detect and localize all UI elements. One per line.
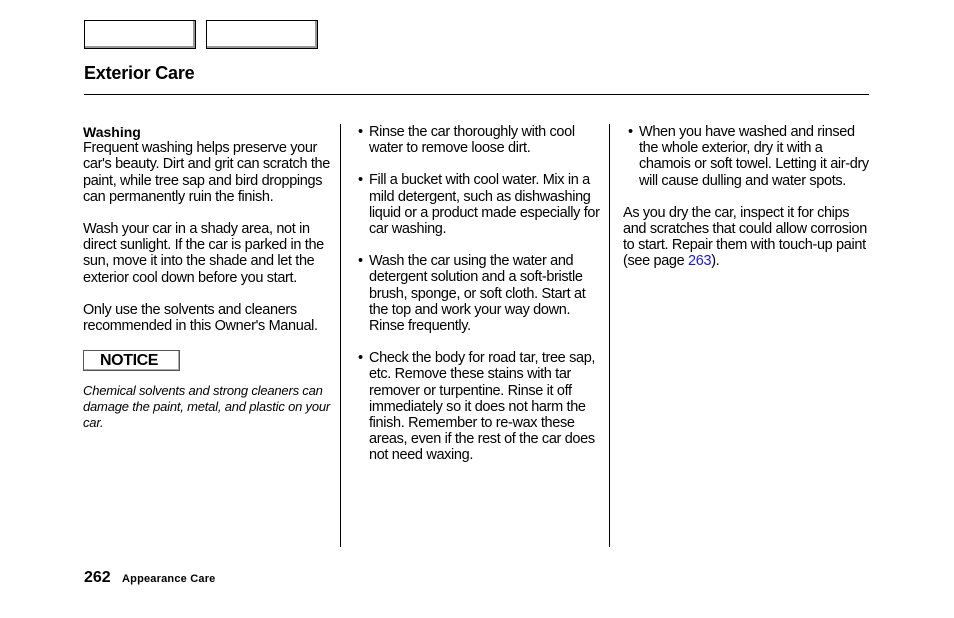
list-item-text: Wash the car using the water and detergent solution and a soft-bristle brush, sponge, or soft cloth. Start at the top and work your way down. Rinse frequently. <box>369 253 586 335</box>
column-divider <box>340 124 341 547</box>
page-reference-link[interactable]: 263 <box>688 253 712 270</box>
column-drying <box>623 124 873 286</box>
paragraph-text: As you dry the car, inspect it for chips and scratches that could allow corrosion to start. Repair them with touch-up paint (see page <box>623 204 867 270</box>
paragraph: Frequent washing helps preserve your car's beauty. Dirt and grit can scratch the paint, while tree sap and bird droppings can permanently ruin the finish. <box>83 140 330 205</box>
next-page-button[interactable] <box>206 20 318 49</box>
list-item-text: Rinse the car thoroughly with cool water to remove loose dirt. <box>369 124 575 157</box>
bullet-icon: • <box>358 350 363 367</box>
list-item-text: Check the body for road tar, tree sap, etc. Remove these stains with tar remover or turpentine. Rinse it off immediately so it does not harm the finish. Remember to re-wax these areas, even if the rest of the car does not need waxing. <box>369 350 596 464</box>
list-item <box>358 124 604 156</box>
bullet-icon: • <box>358 172 363 189</box>
bullet-icon: • <box>358 124 363 140</box>
list-item-text: When you have washed and rinsed the whole exterior, dry it with a chamois or soft towel. Letting it air-dry will cause dulling and water spots. <box>639 124 869 189</box>
paragraph: Only use the solvents and cleaners recommended in this Owner's Manual. <box>83 301 318 335</box>
list-item <box>623 124 873 189</box>
paragraph <box>623 205 873 270</box>
paragraph: Wash your car in a shady area, not in direct sunlight. If the car is parked in the sun, move it into the shade and let the exterior cool down before you start. <box>83 221 324 286</box>
list-item <box>358 253 604 334</box>
previous-page-button[interactable] <box>84 20 196 49</box>
column-washing <box>83 124 333 431</box>
paragraph-text: ). <box>711 253 720 270</box>
bullet-icon: • <box>358 253 363 270</box>
column-divider <box>609 124 610 547</box>
bullet-icon: • <box>628 124 633 140</box>
list-item <box>358 172 604 237</box>
section-heading: Washing <box>83 124 141 140</box>
title-rule <box>84 94 869 95</box>
list-item-text: Fill a bucket with cool water. Mix in a mild detergent, such as dishwashing liquid or a product made especially for car washing. <box>369 172 600 238</box>
notice-label: NOTICE <box>83 350 180 371</box>
section-name: Appearance Care <box>122 573 216 585</box>
list-item <box>358 350 604 463</box>
notice-text: Chemical solvents and strong cleaners can damage the paint, metal, and plastic on your car. <box>83 383 331 431</box>
page-title: Exterior Care <box>84 63 195 83</box>
page-number: 262 <box>84 569 111 586</box>
column-washing-steps <box>358 124 604 480</box>
